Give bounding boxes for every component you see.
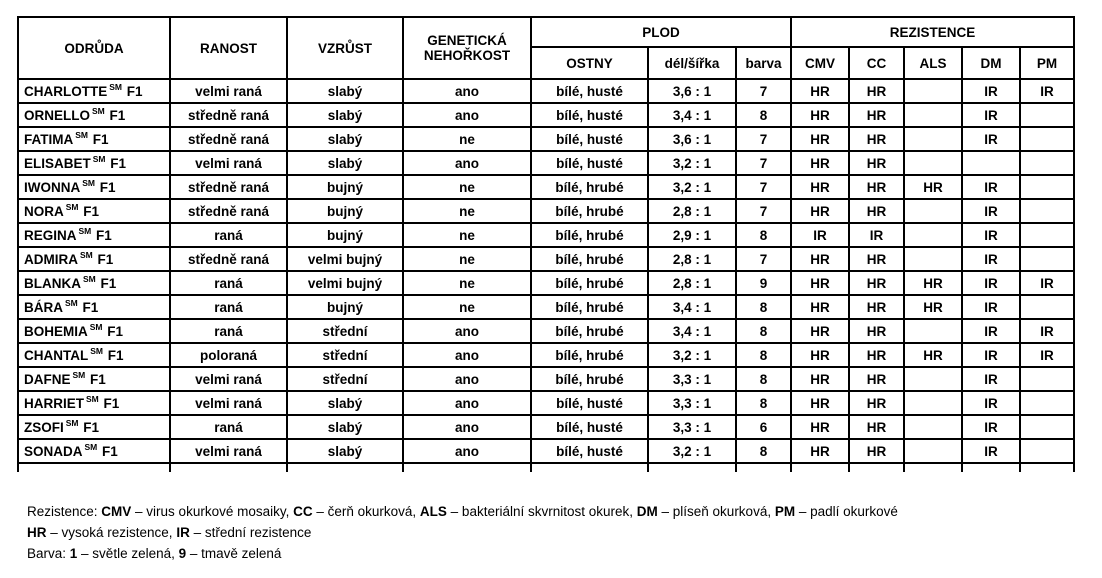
cell-als: HR — [904, 271, 962, 295]
cell-vzrust: velmi bujný — [287, 247, 403, 271]
cell-ostny: bílé, hrubé — [531, 295, 648, 319]
service-mark-superscript: SM — [86, 394, 99, 404]
cell-ranost: středně raná — [170, 247, 287, 271]
cucumber-varieties-table — [17, 16, 1075, 472]
cell-ranost: velmi raná — [170, 367, 287, 391]
stub-cell — [531, 463, 648, 472]
cell-barva: 8 — [736, 367, 791, 391]
cell-ostny: bílé, husté — [531, 439, 648, 463]
table-row — [18, 391, 1074, 415]
variety-name-cell: DAFNE ℠ F1 — [18, 367, 170, 391]
cell-vzrust: střední — [287, 367, 403, 391]
cell-cc: HR — [849, 79, 904, 103]
table-row — [18, 319, 1074, 343]
table-row — [18, 439, 1074, 463]
cell-pomer: 3,3 : 1 — [648, 391, 736, 415]
cell-barva: 8 — [736, 391, 791, 415]
legend-text: – tmavě zelená — [186, 546, 282, 561]
cell-pm — [1020, 391, 1074, 415]
cell-barva: 7 — [736, 199, 791, 223]
cell-ostny: bílé, hrubé — [531, 271, 648, 295]
cell-als: HR — [904, 175, 962, 199]
stub-cell — [736, 463, 791, 472]
cell-pm — [1020, 367, 1074, 391]
cell-ostny: bílé, husté — [531, 127, 648, 151]
variety-name-cell: CHANTAL ℠ F1 — [18, 343, 170, 367]
cell-pm: IR — [1020, 79, 1074, 103]
service-mark-superscript: SM — [92, 154, 106, 164]
cell-vzrust: velmi bujný — [287, 271, 403, 295]
cell-ostny: bílé, hrubé — [531, 319, 648, 343]
legend-line-rezistence — [27, 502, 1102, 522]
cell-cc: HR — [849, 199, 904, 223]
cell-ranost: středně raná — [170, 127, 287, 151]
stub-cell — [18, 463, 170, 472]
col-header-ranost: RANOST — [170, 17, 287, 79]
cell-vzrust: střední — [287, 319, 403, 343]
variety-name-cell: FATIMA ℠ F1 — [18, 127, 170, 151]
legend-text: – vysoká rezistence, — [46, 525, 177, 540]
cell-vzrust: slabý — [287, 151, 403, 175]
variety-name-cell: HARRIET ℠ F1 — [18, 391, 170, 415]
header-group-row — [18, 17, 1074, 47]
legend-term: CC — [293, 504, 313, 519]
cell-als: HR — [904, 295, 962, 319]
cell-barva: 9 — [736, 271, 791, 295]
cell-nehorkost: ano — [403, 439, 531, 463]
service-mark-superscript: SM — [92, 106, 105, 116]
cell-als — [904, 103, 962, 127]
cell-nehorkost: ne — [403, 223, 531, 247]
cell-cc: HR — [849, 319, 904, 343]
cell-ostny: bílé, hrubé — [531, 223, 648, 247]
stub-cell — [1020, 463, 1074, 472]
legend-text: – bakteriální skvrnitost okurek, — [446, 504, 637, 519]
col-header-odruda: ODRŮDA — [18, 17, 170, 79]
cell-nehorkost: ano — [403, 103, 531, 127]
cell-cc: HR — [849, 343, 904, 367]
cell-als — [904, 223, 962, 247]
cell-dm: IR — [962, 439, 1020, 463]
cell-barva: 6 — [736, 415, 791, 439]
cell-ostny: bílé, husté — [531, 103, 648, 127]
legend-text: – padlí okurkové — [795, 504, 898, 519]
cell-als — [904, 199, 962, 223]
col-header-cmv: CMV — [791, 47, 849, 79]
service-mark-superscript: SM — [84, 442, 98, 452]
variety-name-cell: SONADA ℠ F1 — [18, 439, 170, 463]
cell-pomer: 3,2 : 1 — [648, 439, 736, 463]
legend-text: – plíseň okurková, — [657, 504, 775, 519]
table-row — [18, 247, 1074, 271]
cell-nehorkost: ano — [403, 367, 531, 391]
cell-ostny: bílé, hrubé — [531, 175, 648, 199]
cell-cc: HR — [849, 295, 904, 319]
cell-pomer: 3,3 : 1 — [648, 367, 736, 391]
cell-cc: HR — [849, 439, 904, 463]
cell-pm — [1020, 127, 1074, 151]
stub-cell — [170, 463, 287, 472]
variety-name-cell: BLANKA ℠ F1 — [18, 271, 170, 295]
cell-dm: IR — [962, 271, 1020, 295]
cell-vzrust: slabý — [287, 79, 403, 103]
cell-vzrust: bujný — [287, 175, 403, 199]
cell-ranost: raná — [170, 319, 287, 343]
table-row — [18, 295, 1074, 319]
service-mark-superscript: SM — [75, 130, 88, 140]
cell-barva: 8 — [736, 223, 791, 247]
cell-cmv: HR — [791, 271, 849, 295]
cell-pomer: 3,2 : 1 — [648, 343, 736, 367]
cell-pm — [1020, 247, 1074, 271]
cell-vzrust: bujný — [287, 223, 403, 247]
cell-cmv: IR — [791, 223, 849, 247]
variety-name-cell: IWONNA ℠ F1 — [18, 175, 170, 199]
cell-ranost: velmi raná — [170, 391, 287, 415]
cell-nehorkost: ne — [403, 295, 531, 319]
legend-text: – střední rezistence — [189, 525, 312, 540]
cell-dm: IR — [962, 391, 1020, 415]
col-header-cc: CC — [849, 47, 904, 79]
table-row — [18, 199, 1074, 223]
service-mark-superscript: SM — [65, 298, 78, 308]
cell-ostny: bílé, husté — [531, 415, 648, 439]
service-mark-superscript: SM — [65, 418, 79, 428]
cell-cmv: HR — [791, 79, 849, 103]
cell-vzrust: střední — [287, 343, 403, 367]
cell-als — [904, 367, 962, 391]
cell-ranost: raná — [170, 223, 287, 247]
legend-text: Barva: — [27, 546, 70, 561]
variety-name-cell: REGINA ℠ F1 — [18, 223, 170, 247]
table-row — [18, 175, 1074, 199]
cell-pomer: 3,4 : 1 — [648, 103, 736, 127]
cell-pm: IR — [1020, 343, 1074, 367]
cell-nehorkost: ano — [403, 391, 531, 415]
col-header-pm: PM — [1020, 47, 1074, 79]
legend-term: HR — [27, 525, 47, 540]
cell-cc: HR — [849, 103, 904, 127]
cell-dm: IR — [962, 415, 1020, 439]
cell-pm — [1020, 295, 1074, 319]
cell-cmv: HR — [791, 151, 849, 175]
variety-name-cell: ELISABET ℠ F1 — [18, 151, 170, 175]
table-row — [18, 79, 1074, 103]
cell-barva: 7 — [736, 247, 791, 271]
table-row — [18, 271, 1074, 295]
cell-ostny: bílé, hrubé — [531, 343, 648, 367]
cell-vzrust: slabý — [287, 439, 403, 463]
cell-cc: HR — [849, 415, 904, 439]
col-header-dm: DM — [962, 47, 1020, 79]
variety-name-cell: ZSOFI ℠ F1 — [18, 415, 170, 439]
cell-als — [904, 415, 962, 439]
cell-cc: IR — [849, 223, 904, 247]
col-header-ostny: OSTNY — [531, 47, 648, 79]
cell-barva: 8 — [736, 343, 791, 367]
variety-name-cell: NORA ℠ F1 — [18, 199, 170, 223]
legend-line-hr-ir — [27, 523, 1102, 543]
cell-ostny: bílé, hrubé — [531, 247, 648, 271]
cell-cmv: HR — [791, 127, 849, 151]
cell-pomer: 3,4 : 1 — [648, 319, 736, 343]
cell-ranost: raná — [170, 295, 287, 319]
service-mark-superscript: SM — [83, 274, 96, 284]
cell-nehorkost: ne — [403, 271, 531, 295]
cell-als — [904, 319, 962, 343]
legend-term: 1 — [69, 546, 78, 561]
cell-ranost: raná — [170, 415, 287, 439]
stub-cell — [403, 463, 531, 472]
cell-cc: HR — [849, 151, 904, 175]
cell-pm — [1020, 415, 1074, 439]
service-mark-superscript: SM — [80, 250, 93, 260]
cell-nehorkost: ne — [403, 199, 531, 223]
cell-nehorkost: ne — [403, 127, 531, 151]
service-mark-superscript: SM — [89, 322, 103, 332]
cell-cc: HR — [849, 391, 904, 415]
cell-nehorkost: ne — [403, 175, 531, 199]
cell-nehorkost: ano — [403, 319, 531, 343]
stub-cell — [849, 463, 904, 472]
cell-vzrust: slabý — [287, 103, 403, 127]
cell-cmv: HR — [791, 247, 849, 271]
cell-barva: 8 — [736, 439, 791, 463]
col-header-als: ALS — [904, 47, 962, 79]
table-row — [18, 343, 1074, 367]
cell-als: HR — [904, 343, 962, 367]
cell-pomer: 3,6 : 1 — [648, 79, 736, 103]
cell-cmv: HR — [791, 199, 849, 223]
table-row — [18, 151, 1074, 175]
legend-text: Rezistence: — [27, 504, 102, 519]
cell-pomer: 3,3 : 1 — [648, 415, 736, 439]
legend-term: CMV — [101, 504, 132, 519]
cell-ostny: bílé, hrubé — [531, 367, 648, 391]
cell-nehorkost: ano — [403, 79, 531, 103]
cell-ostny: bílé, husté — [531, 391, 648, 415]
stub-cell — [962, 463, 1020, 472]
cell-pomer: 3,2 : 1 — [648, 175, 736, 199]
service-mark-superscript: SM — [90, 346, 103, 356]
variety-name-cell: ADMIRA ℠ F1 — [18, 247, 170, 271]
col-header-geneticka-nehorkost: GENETICKÁ NEHOŘKOST — [403, 17, 531, 79]
cell-dm: IR — [962, 343, 1020, 367]
cell-ranost: raná — [170, 271, 287, 295]
cell-nehorkost: ne — [403, 247, 531, 271]
table-row — [18, 103, 1074, 127]
legend-term: PM — [774, 504, 796, 519]
legend-line-barva — [27, 544, 1102, 564]
cell-dm: IR — [962, 199, 1020, 223]
cell-pomer: 3,4 : 1 — [648, 295, 736, 319]
cell-ostny: bílé, husté — [531, 151, 648, 175]
cell-vzrust: slabý — [287, 415, 403, 439]
cell-barva: 7 — [736, 79, 791, 103]
cell-cmv: HR — [791, 319, 849, 343]
legend-text: – čerň okurková, — [312, 504, 420, 519]
cell-als — [904, 79, 962, 103]
col-header-rezistence-group: REZISTENCE — [791, 17, 1074, 47]
legend-term: ALS — [419, 504, 447, 519]
stub-cell — [648, 463, 736, 472]
cell-nehorkost: ano — [403, 415, 531, 439]
cell-barva: 8 — [736, 103, 791, 127]
cell-dm: IR — [962, 223, 1020, 247]
cell-pomer: 3,6 : 1 — [648, 127, 736, 151]
cell-ranost: velmi raná — [170, 439, 287, 463]
legend-term: IR — [176, 525, 190, 540]
cell-nehorkost: ano — [403, 151, 531, 175]
service-mark-superscript: SM — [72, 370, 86, 380]
cell-cmv: HR — [791, 415, 849, 439]
cell-pomer: 2,8 : 1 — [648, 271, 736, 295]
cell-barva: 8 — [736, 295, 791, 319]
cell-cmv: HR — [791, 391, 849, 415]
cell-cc: HR — [849, 127, 904, 151]
cell-pm — [1020, 439, 1074, 463]
cell-pomer: 2,9 : 1 — [648, 223, 736, 247]
cell-pm — [1020, 199, 1074, 223]
cell-pomer: 2,8 : 1 — [648, 199, 736, 223]
stub-cell — [791, 463, 849, 472]
cell-als — [904, 391, 962, 415]
cell-dm: IR — [962, 247, 1020, 271]
cell-barva: 8 — [736, 319, 791, 343]
cell-pm: IR — [1020, 271, 1074, 295]
cell-ranost: středně raná — [170, 199, 287, 223]
cell-ranost: středně raná — [170, 103, 287, 127]
cell-ostny: bílé, hrubé — [531, 199, 648, 223]
cell-pm — [1020, 103, 1074, 127]
cell-als — [904, 151, 962, 175]
cell-als — [904, 247, 962, 271]
cell-nehorkost: ano — [403, 343, 531, 367]
service-mark-superscript: SM — [65, 202, 79, 212]
cell-cmv: HR — [791, 295, 849, 319]
legend-text: – světle zelená, — [77, 546, 179, 561]
table-row — [18, 127, 1074, 151]
cell-dm: IR — [962, 79, 1020, 103]
service-mark-superscript: SM — [109, 82, 122, 92]
cell-vzrust: slabý — [287, 391, 403, 415]
legend-text: – virus okurkové mosaiky, — [131, 504, 294, 519]
cell-cc: HR — [849, 367, 904, 391]
cell-cc: HR — [849, 271, 904, 295]
cell-ranost: středně raná — [170, 175, 287, 199]
cell-ostny: bílé, husté — [531, 79, 648, 103]
col-header-del-sirka: dél/šířka — [648, 47, 736, 79]
cell-dm — [962, 151, 1020, 175]
variety-name-cell: ORNELLO ℠ F1 — [18, 103, 170, 127]
col-header-plod-group: PLOD — [531, 17, 791, 47]
cell-dm: IR — [962, 367, 1020, 391]
cell-ranost: velmi raná — [170, 151, 287, 175]
cell-barva: 7 — [736, 151, 791, 175]
cell-ranost: poloraná — [170, 343, 287, 367]
cell-dm: IR — [962, 127, 1020, 151]
cell-cmv: HR — [791, 439, 849, 463]
variety-name-cell: BOHEMIA ℠ F1 — [18, 319, 170, 343]
cell-als — [904, 127, 962, 151]
table-row — [18, 415, 1074, 439]
cell-vzrust: bujný — [287, 295, 403, 319]
cell-cc: HR — [849, 175, 904, 199]
legend — [17, 502, 1102, 564]
stub-cell — [287, 463, 403, 472]
legend-term: 9 — [178, 546, 187, 561]
cell-pm — [1020, 175, 1074, 199]
cell-als — [904, 439, 962, 463]
cell-dm: IR — [962, 295, 1020, 319]
cell-ranost: velmi raná — [170, 79, 287, 103]
col-header-barva: barva — [736, 47, 791, 79]
table-row — [18, 367, 1074, 391]
cell-barva: 7 — [736, 127, 791, 151]
cell-vzrust: bujný — [287, 199, 403, 223]
service-mark-superscript: SM — [82, 178, 95, 188]
cell-barva: 7 — [736, 175, 791, 199]
cell-cmv: HR — [791, 343, 849, 367]
cell-pomer: 2,8 : 1 — [648, 247, 736, 271]
cell-cmv: HR — [791, 175, 849, 199]
cell-dm: IR — [962, 319, 1020, 343]
cell-vzrust: slabý — [287, 127, 403, 151]
col-header-vzrust: VZRŮST — [287, 17, 403, 79]
cell-pomer: 3,2 : 1 — [648, 151, 736, 175]
table-bottom-stub-row — [18, 463, 1074, 472]
table-row — [18, 223, 1074, 247]
cell-cc: HR — [849, 247, 904, 271]
variety-name-cell: CHARLOTTE ℠ F1 — [18, 79, 170, 103]
stub-cell — [904, 463, 962, 472]
cell-pm: IR — [1020, 319, 1074, 343]
legend-term: DM — [636, 504, 658, 519]
cell-cmv: HR — [791, 367, 849, 391]
cell-dm: IR — [962, 103, 1020, 127]
cell-pm — [1020, 151, 1074, 175]
cell-cmv: HR — [791, 103, 849, 127]
variety-name-cell: BÁRA ℠ F1 — [18, 295, 170, 319]
cell-pm — [1020, 223, 1074, 247]
cell-dm: IR — [962, 175, 1020, 199]
service-mark-superscript: SM — [78, 226, 92, 236]
